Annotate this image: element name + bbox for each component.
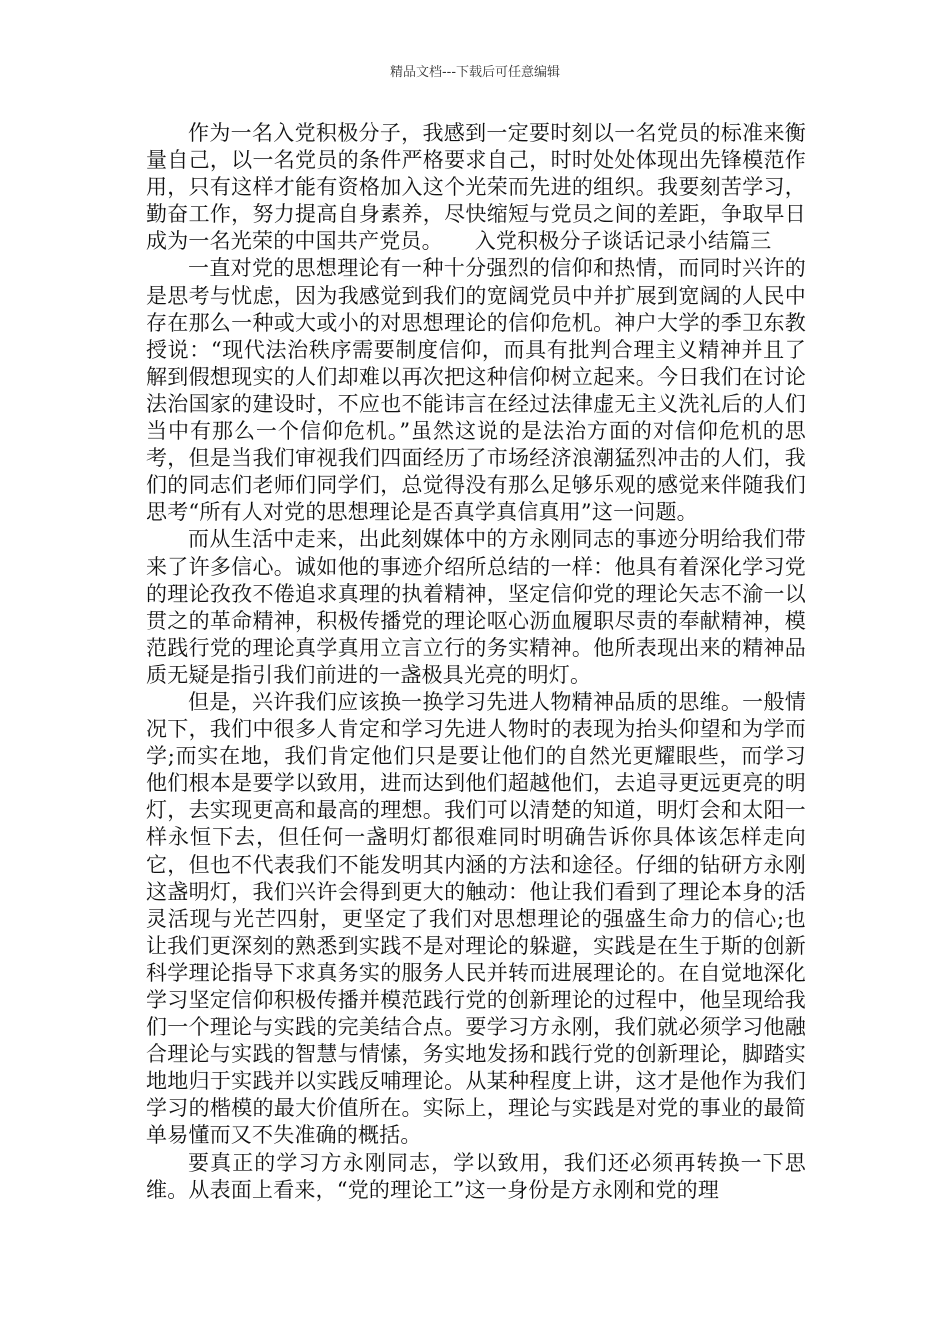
paragraph: 一直对党的思想理论有一种十分强烈的信仰和热情，而同时兴许的是思考与忧虑，因为我感觉到我们的宽阔党员中并扩展到宽阔的人民中存在那么一种或大或小的对思想理论的信仰危机。神户大学的季卫东教授说：“现代法治秩序需要制度信仰，而具有批判合理主义精神并且了解到假想现实的人们却难以再次把这种信仰树立起来。今日我们在讨论法治国家的建设时，不应也不能讳言在经过法律虚无主义洗礼后的人们当中有那么一个信仰危机。”虽然这说的是法治方面的对信仰危机的思考，但是当我们审视我们四面经历了市场经济浪潮猛烈冲击的人们，我们的同志们老师们同学们，总觉得没有那么足够乐观的感觉来伴随我们思考“所有人对党的思想理论是否真学真信真用”这一问题。 bbox=[146, 256, 806, 525]
page-header: 精品文档---下载后可任意编辑 bbox=[389, 65, 561, 80]
paragraph: 要真正的学习方永刚同志，学以致用，我们还必须再转换一下思维。从表面上看来，“党的理论工”这一身份是方永刚和党的理 bbox=[146, 1150, 806, 1202]
document-body bbox=[146, 120, 806, 1204]
paragraph: 而从生活中走来，出此刻媒体中的方永刚同志的事迹分明给我们带来了许多信心。诚如他的事迹介绍所总结的一样：他具有着深化学习党的理论孜孜不倦追求真理的执着精神，坚定信仰党的理论矢志不渝一以贯之的革命精神，积极传播党的理论呕心沥血履职尽责的奉献精神，模范践行党的理论真学真用立言立行的务实精神。他所表现出来的精神品质无疑是指引我们前进的一盏极具光亮的明灯。 bbox=[146, 527, 806, 687]
paragraph: 但是，兴许我们应该换一换学习先进人物精神品质的思维。一般情况下，我们中很多人肯定和学习先进人物时的表现为抬头仰望和为学而学;而实在地，我们肯定他们只是要让他们的自然光更耀眼些，而学习他们根本是要学以致用，进而达到他们超越他们，去追寻更远更亮的明灯，去实现更高和最高的理想。我们可以清楚的知道，明灯会和太阳一样永恒下去，但任何一盏明灯都很难同时明确告诉你具体该怎样走向它，但也不代表我们不能发明其内涵的方法和途径。仔细的钻研方永刚这盏明灯，我们兴许会得到更大的触动：他让我们看到了理论本身的活灵活现与光芒四射，更坚定了我们对思想理论的强盛生命力的信心;也让我们更深刻的熟悉到实践不是对理论的躲避，实践是在生于斯的创新科学理论指导下求真务实的服务人民并转而进展理论的。在自觉地深化学习坚定信仰积极传播并模范践行党的创新理论的过程中，他呈现给我们一个理论与实践的完美结合点。要学习方永刚，我们就必须学习他融合理论与实践的智慧与情愫，务实地发扬和践行党的创新理论，脚踏实地地归于实践并以实践反哺理论。从某种程度上讲，这才是他作为我们学习的楷模的最大价值所在。实际上，理论与实践是对党的事业的最简单易懂而又不失准确的概括。 bbox=[146, 689, 806, 1148]
paragraph: 作为一名入党积极分子，我感到一定要时刻以一名党员的标准来衡量自己，以一名党员的条件严格要求自己，时时处处体现出先锋模范作用，只有这样才能有资格加入这个光荣而先进的组织。我要刻苦学习，勤奋工作，努力提高自身素养，尽快缩短与党员之间的差距，争取早日成为一名光荣的中国共产党员。 入党积极分子谈话记录小结篇三 bbox=[146, 121, 806, 254]
